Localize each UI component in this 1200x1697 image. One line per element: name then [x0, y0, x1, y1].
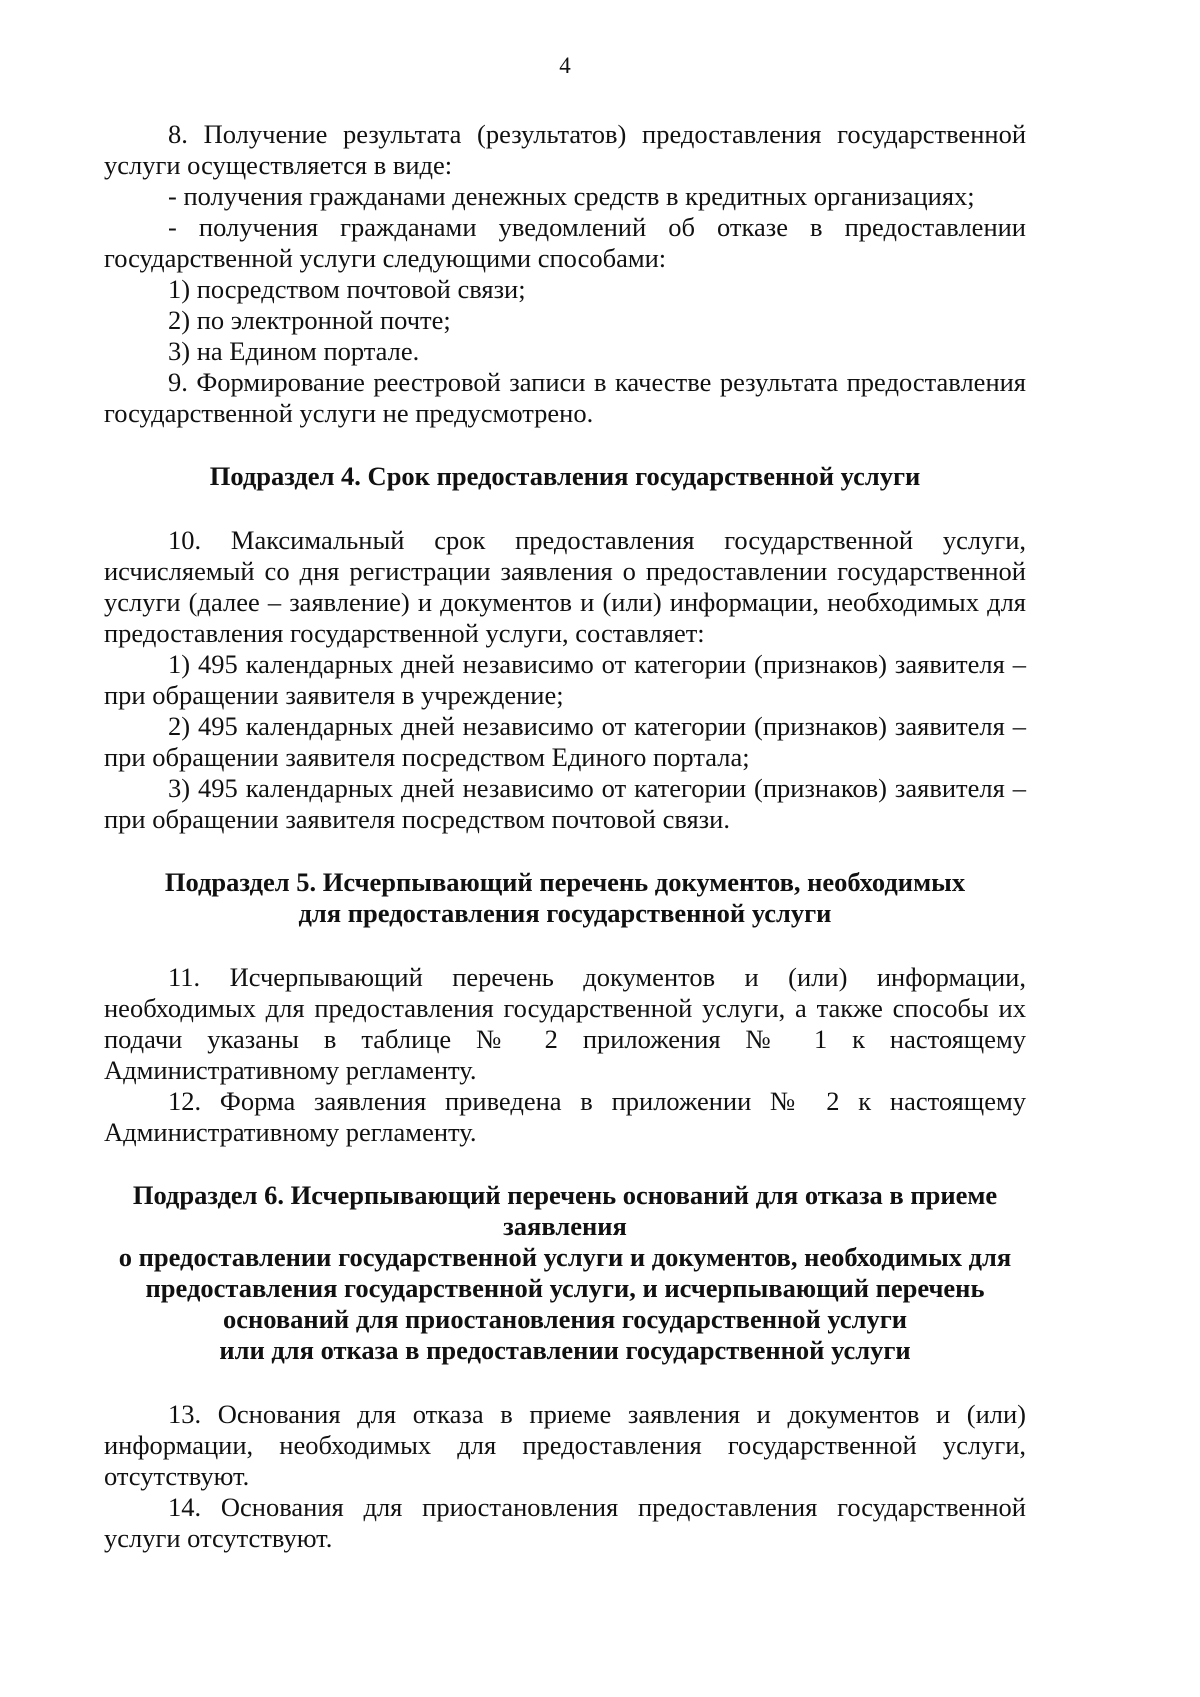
- paragraph-10-item-1: 1) 495 календарных дней независимо от категории (признаков) заявителя – при обращении заявителя в учреждение;: [104, 649, 1026, 710]
- paragraph-9: 9. Формирование реестровой записи в качестве результата предоставления государственной услуги не предусмотрено.: [104, 367, 1026, 428]
- paragraph-8-sub-3: 3) на Едином портале.: [168, 336, 420, 366]
- paragraph-11: 11. Исчерпывающий перечень документов и (или) информации, необходимых для предоставления государственной услуги, а также способы их подачи указаны в таблице № 2 приложения № 1 к настоящему Административному регламенту.: [104, 962, 1026, 1085]
- paragraph-8-item-2: - получения гражданами уведомлений об отказе в предоставлении государственной услуги следующими способами:: [104, 212, 1026, 273]
- paragraph-8-item-1: - получения гражданами денежных средств в кредитных организациях;: [168, 181, 975, 211]
- paragraph-12: 12. Форма заявления приведена в приложении № 2 к настоящему Административному регламенту.: [104, 1086, 1026, 1147]
- section-6-heading: Подраздел 6. Исчерпывающий перечень оснований для отказа в приеме заявления о предоставлении государственной услуги и документов, необходимых для предоставления государственной услуги, и исчерпывающий перечень оснований для приостановления государственной услуги или для отказа в предоставлении государственной услуги: [118, 1180, 1012, 1365]
- paragraph-10-intro: 10. Максимальный срок предоставления государственной услуги, исчисляемый со дня регистрации заявления о предоставлении государственной услуги (далее – заявление) и документов и (или) информации, необходимых для предоставления государственной услуги, составляет:: [104, 525, 1026, 648]
- paragraph-8-sub-1: 1) посредством почтовой связи;: [168, 274, 526, 304]
- paragraph-10-item-3: 3) 495 календарных дней независимо от категории (признаков) заявителя – при обращении заявителя посредством почтовой связи.: [104, 773, 1026, 834]
- paragraph-8-intro: 8. Получение результата (результатов) предоставления государственной услуги осуществляется в виде:: [104, 119, 1026, 180]
- section-5-heading: Подраздел 5. Исчерпывающий перечень документов, необходимых для предоставления государственной услуги: [164, 867, 966, 928]
- page-number: 4: [559, 53, 571, 78]
- paragraph-10-item-2: 2) 495 календарных дней независимо от категории (признаков) заявителя – при обращении заявителя посредством Единого портала;: [104, 711, 1026, 772]
- section-4-heading: Подраздел 4. Срок предоставления государственной услуги: [209, 461, 921, 491]
- paragraph-8-sub-2: 2) по электронной почте;: [168, 305, 451, 335]
- document-body: [104, 119, 1026, 1554]
- document-page: [104, 0, 1026, 1697]
- paragraph-14: 14. Основания для приостановления предоставления государственной услуги отсутствуют.: [104, 1492, 1026, 1553]
- paragraph-13: 13. Основания для отказа в приеме заявления и документов и (или) информации, необходимых для предоставления государственной услуги, отсутствуют.: [104, 1399, 1026, 1491]
